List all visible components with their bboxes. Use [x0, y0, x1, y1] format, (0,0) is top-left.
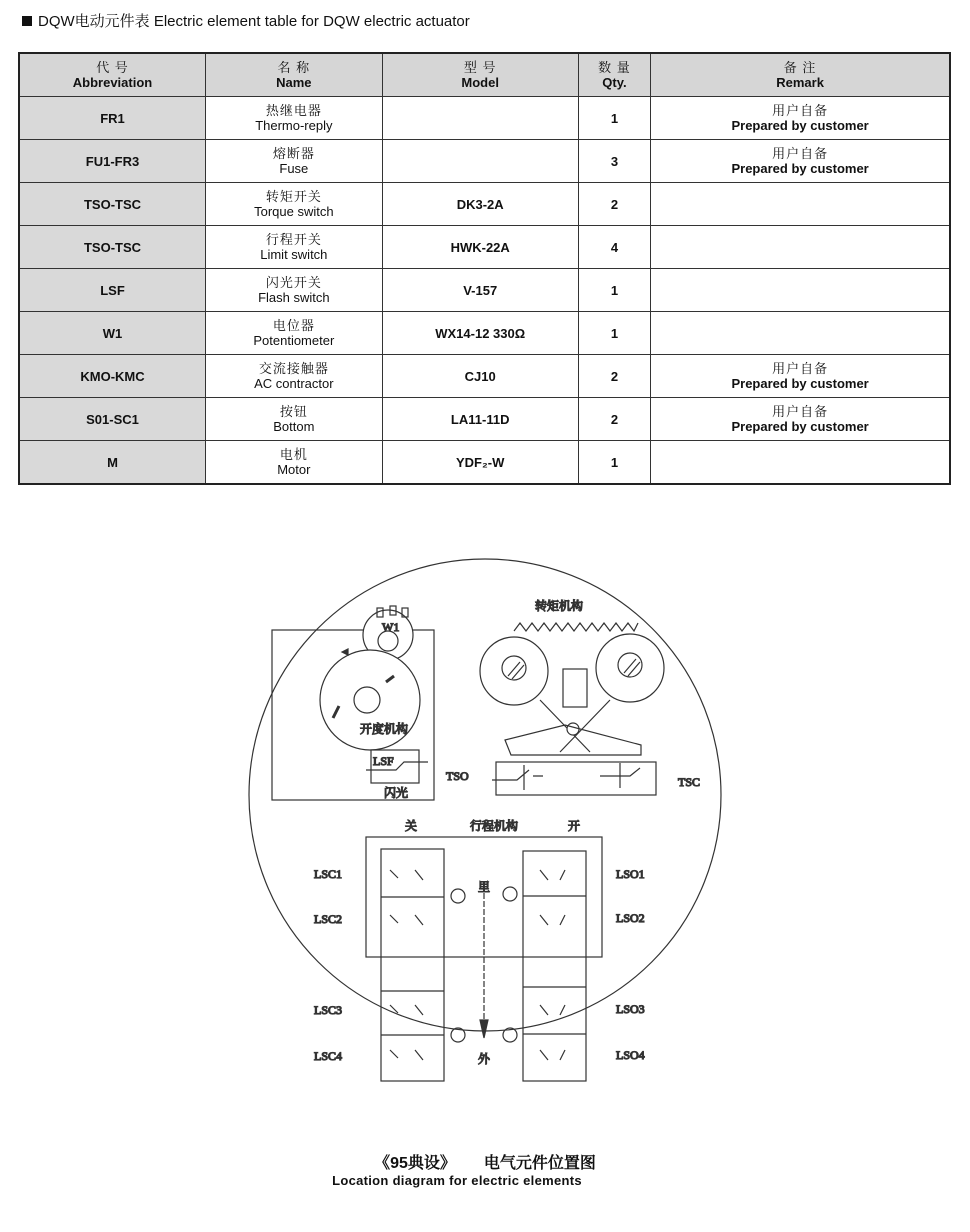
column-header: [382, 53, 578, 97]
model-cell: [382, 140, 578, 183]
remark-cell: 用户自备 Prepared by customer: [651, 355, 950, 398]
name-cell: 交流接触器 AC contractor: [206, 355, 383, 398]
model-cell: YDF₂-W: [382, 441, 578, 485]
abbreviation-cell: LSF: [19, 269, 206, 312]
qty-cell: 2: [578, 183, 651, 226]
svg-text:转矩机构: 转矩机构: [535, 599, 584, 613]
name-cell: 转矩开关 Torque switch: [206, 183, 383, 226]
svg-text:TSC: TSC: [678, 775, 701, 789]
name-cell: 电位器 Potentiometer: [206, 312, 383, 355]
page-title: DQW电动元件表 Electric element table for DQW electric actuator: [22, 10, 470, 31]
header-en: Qty.: [602, 75, 627, 90]
qty-cell: 2: [578, 398, 651, 441]
model-cell: WX14-12 330Ω: [382, 312, 578, 355]
header-en: Name: [276, 75, 312, 90]
qty-cell: 1: [578, 269, 651, 312]
table-row: [19, 355, 950, 398]
table-row: [19, 441, 950, 485]
caption-cn: 《95典设》 电气元件位置图: [374, 1155, 596, 1172]
svg-text:LSC4: LSC4: [314, 1049, 343, 1063]
table-row: [19, 183, 950, 226]
model-cell: CJ10: [382, 355, 578, 398]
qty-cell: 1: [578, 441, 651, 485]
bullet-square-icon: [22, 16, 32, 26]
svg-text:关: 关: [405, 819, 418, 833]
svg-text:LSO4: LSO4: [616, 1048, 645, 1062]
header-cn: 代 号: [96, 60, 129, 75]
abbreviation-cell: W1: [19, 312, 206, 355]
svg-text:TSO: TSO: [446, 769, 469, 783]
header-cn: 型 号: [463, 60, 497, 75]
qty-cell: 3: [578, 140, 651, 183]
remark-cell: [651, 269, 950, 312]
svg-text:LSF: LSF: [373, 754, 394, 768]
svg-text:开度机构: 开度机构: [360, 722, 409, 736]
svg-text:外: 外: [478, 1052, 491, 1066]
table-row: [19, 97, 950, 140]
abbreviation-cell: M: [19, 441, 206, 485]
column-header: [578, 53, 651, 97]
abbreviation-cell: TSO-TSC: [19, 183, 206, 226]
qty-cell: 2: [578, 355, 651, 398]
qty-cell: 4: [578, 226, 651, 269]
name-cell: 熔断器 Fuse: [206, 140, 383, 183]
svg-text:LSO3: LSO3: [616, 1002, 645, 1016]
svg-text:W1: W1: [382, 620, 400, 634]
svg-text:LSC1: LSC1: [314, 867, 343, 881]
location-diagram: [0, 540, 970, 1140]
remark-cell: 用户自备 Prepared by customer: [651, 140, 950, 183]
remark-cell: [651, 183, 950, 226]
svg-text:闪光: 闪光: [384, 786, 409, 800]
model-cell: V-157: [382, 269, 578, 312]
table-row: [19, 312, 950, 355]
remark-cell: 用户自备 Prepared by customer: [651, 97, 950, 140]
header-cn: 名 称: [277, 60, 311, 75]
travel-mechanism: [314, 818, 645, 1081]
remark-cell: 用户自备 Prepared by customer: [651, 398, 950, 441]
qty-cell: 1: [578, 312, 651, 355]
qty-cell: 1: [578, 97, 651, 140]
svg-text:里: 里: [478, 880, 491, 894]
name-cell: 闪光开关 Flash switch: [206, 269, 383, 312]
model-cell: DK3-2A: [382, 183, 578, 226]
header-en: Model: [461, 75, 499, 90]
abbreviation-cell: KMO-KMC: [19, 355, 206, 398]
table-row: [19, 226, 950, 269]
table-row: [19, 398, 950, 441]
svg-text:行程机构: 行程机构: [470, 819, 519, 833]
torque-mechanism: [446, 598, 700, 795]
column-header: [651, 53, 950, 97]
name-cell: 热继电器 Thermo-reply: [206, 97, 383, 140]
abbreviation-cell: FR1: [19, 97, 206, 140]
opening-mechanism: [272, 606, 434, 800]
model-cell: HWK-22A: [382, 226, 578, 269]
abbreviation-cell: S01-SC1: [19, 398, 206, 441]
svg-text:LSC3: LSC3: [314, 1003, 343, 1017]
header-en: Abbreviation: [72, 75, 153, 90]
abbreviation-cell: TSO-TSC: [19, 226, 206, 269]
remark-cell: [651, 312, 950, 355]
header-cn: 数 量: [598, 60, 631, 75]
table-row: [19, 140, 950, 183]
svg-text:开: 开: [568, 819, 581, 833]
abbreviation-cell: FU1-FR3: [19, 140, 206, 183]
name-cell: 按钮 Bottom: [206, 398, 383, 441]
model-cell: [382, 97, 578, 140]
svg-text:LSC2: LSC2: [314, 912, 343, 926]
model-cell: LA11-11D: [382, 398, 578, 441]
column-header: [206, 53, 383, 97]
header-cn: 备 注: [783, 60, 817, 75]
svg-text:LSO1: LSO1: [616, 867, 645, 881]
svg-text:LSO2: LSO2: [616, 911, 645, 925]
remark-cell: [651, 441, 950, 485]
header-en: Remark: [776, 75, 824, 90]
remark-cell: [651, 226, 950, 269]
column-header: [19, 53, 206, 97]
caption-en: Location diagram for electric elements: [332, 1173, 582, 1188]
table-row: [19, 269, 950, 312]
name-cell: 行程开关 Limit switch: [206, 226, 383, 269]
element-table: [18, 52, 951, 485]
name-cell: 电机 Motor: [206, 441, 383, 485]
